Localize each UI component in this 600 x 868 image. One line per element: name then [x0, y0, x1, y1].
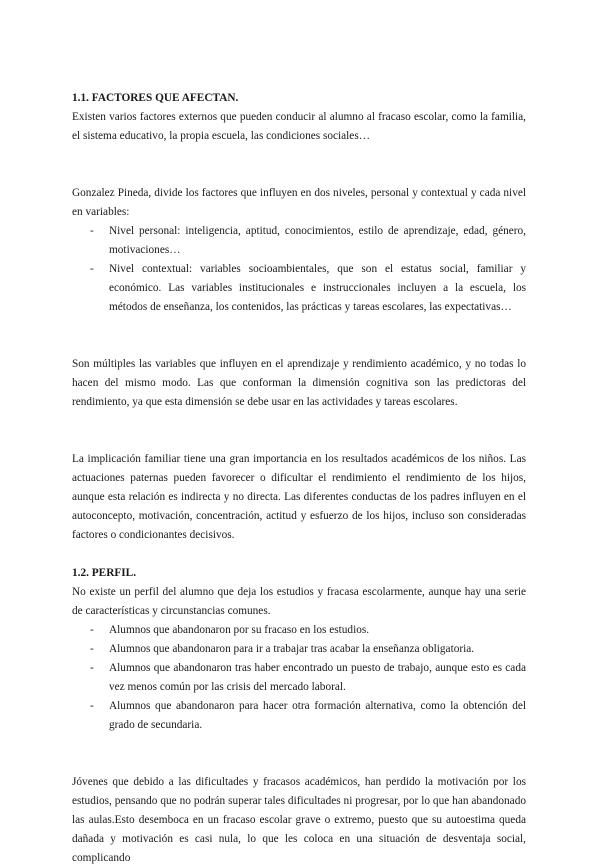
section-heading-factores: 1.1. FACTORES QUE AFECTAN. — [72, 92, 239, 104]
profiles-list — [72, 621, 526, 735]
list-item-profile — [72, 640, 526, 659]
list-item-profile — [72, 621, 526, 640]
paragraph-factores-intro: Existen varios factores externos que pueden conducir al alumno al fracaso escolar, como la familia, el sistema educativo, la propia escuela, las condiciones sociales… — [72, 111, 526, 142]
list-item-nivel-personal — [72, 222, 526, 260]
list-item-text: Nivel personal: inteligencia, aptitud, conocimientos, estilo de aprendizaje, edad, género, motivaciones… — [109, 225, 526, 256]
list-item-profile — [72, 697, 526, 735]
paragraph-gonzalez-pineda: Gonzalez Pineda, divide los factores que influyen en dos niveles, personal y contextual y cada nivel en variables: — [72, 187, 526, 218]
spacer — [72, 754, 526, 773]
paragraph-perfil-intro: No existe un perfil del alumno que deja los estudios y fracasa escolarmente, aunque hay una serie de características y circunstancias comunes. — [72, 586, 526, 617]
list-item-nivel-contextual — [72, 260, 526, 317]
list-item-profile — [72, 659, 526, 697]
spacer — [72, 165, 526, 184]
paragraph-variables: Son múltiples las variables que influyen en el aprendizaje y rendimiento académico, y no todas lo hacen del mismo modo. Las que conforman la dimensión cognitiva son las predictoras del rendimiento, ya que esta dimensión se debe usar en las actividades y tareas escolares. — [72, 358, 526, 408]
dash-bullet: - — [90, 263, 94, 275]
dash-bullet: - — [90, 700, 94, 712]
spacer — [72, 336, 526, 355]
list-item-text: Alumnos que abandonaron para hacer otra formación alternativa, como la obtención del grado de secundaria. — [109, 700, 526, 731]
list-item-text: Nivel contextual: variables socioambientales, que son el estatus social, familiar y económico. Las variables institucionales e instruccionales incluyen a la escuela, los métodos de enseñanza, los contenidos, las prácticas y tareas escolares, las expectativas… — [109, 263, 526, 313]
dash-bullet: - — [90, 662, 94, 674]
paragraph-implicacion-familiar: La implicación familiar tiene una gran importancia en los resultados académicos de los niños. Las actuaciones paternas pueden favorecer o dificultar el rendimiento el rendimiento de los hijos, aunque esta relación es indirecta y no directa. Las diferentes conductas de los padres influyen en el autoconcepto, motivación, concentración, actitud y esfuerzo de los hijos, incluso son consideradas factores o condicionantes decisivos. — [72, 453, 526, 541]
spacer — [72, 431, 526, 450]
dash-bullet: - — [90, 624, 94, 636]
dash-bullet: - — [90, 225, 94, 237]
list-item-text: Alumnos que abandonaron por su fracaso en los estudios. — [109, 624, 370, 636]
spacer — [72, 317, 526, 336]
spacer — [72, 545, 526, 564]
spacer — [72, 735, 526, 754]
spacer — [72, 146, 526, 165]
spacer — [72, 412, 526, 431]
list-item-text: Alumnos que abandonaron para ir a trabajar tras acabar la enseñanza obligatoria. — [109, 643, 475, 655]
section-heading-perfil: 1.2. PERFIL. — [72, 567, 137, 579]
dash-bullet: - — [90, 643, 94, 655]
paragraph-jovenes: Jóvenes que debido a las dificultades y fracasos académicos, han perdido la motivación por los estudios, pensando que no podrán superar tales dificultades ni progresar, por lo que han abandonado las aulas.Esto desemboca en un fracaso escolar grave o extremo, puesto que su autoestima queda dañada y motivación es casi nula, lo que les coloca en una situación de desventaja social, complicando — [72, 776, 526, 864]
list-item-text: Alumnos que abandonaron tras haber encontrado un puesto de trabajo, aunque esto es cada vez menos común por las crisis del mercado laboral. — [109, 662, 526, 693]
levels-list — [72, 222, 526, 317]
document-body — [72, 89, 526, 868]
